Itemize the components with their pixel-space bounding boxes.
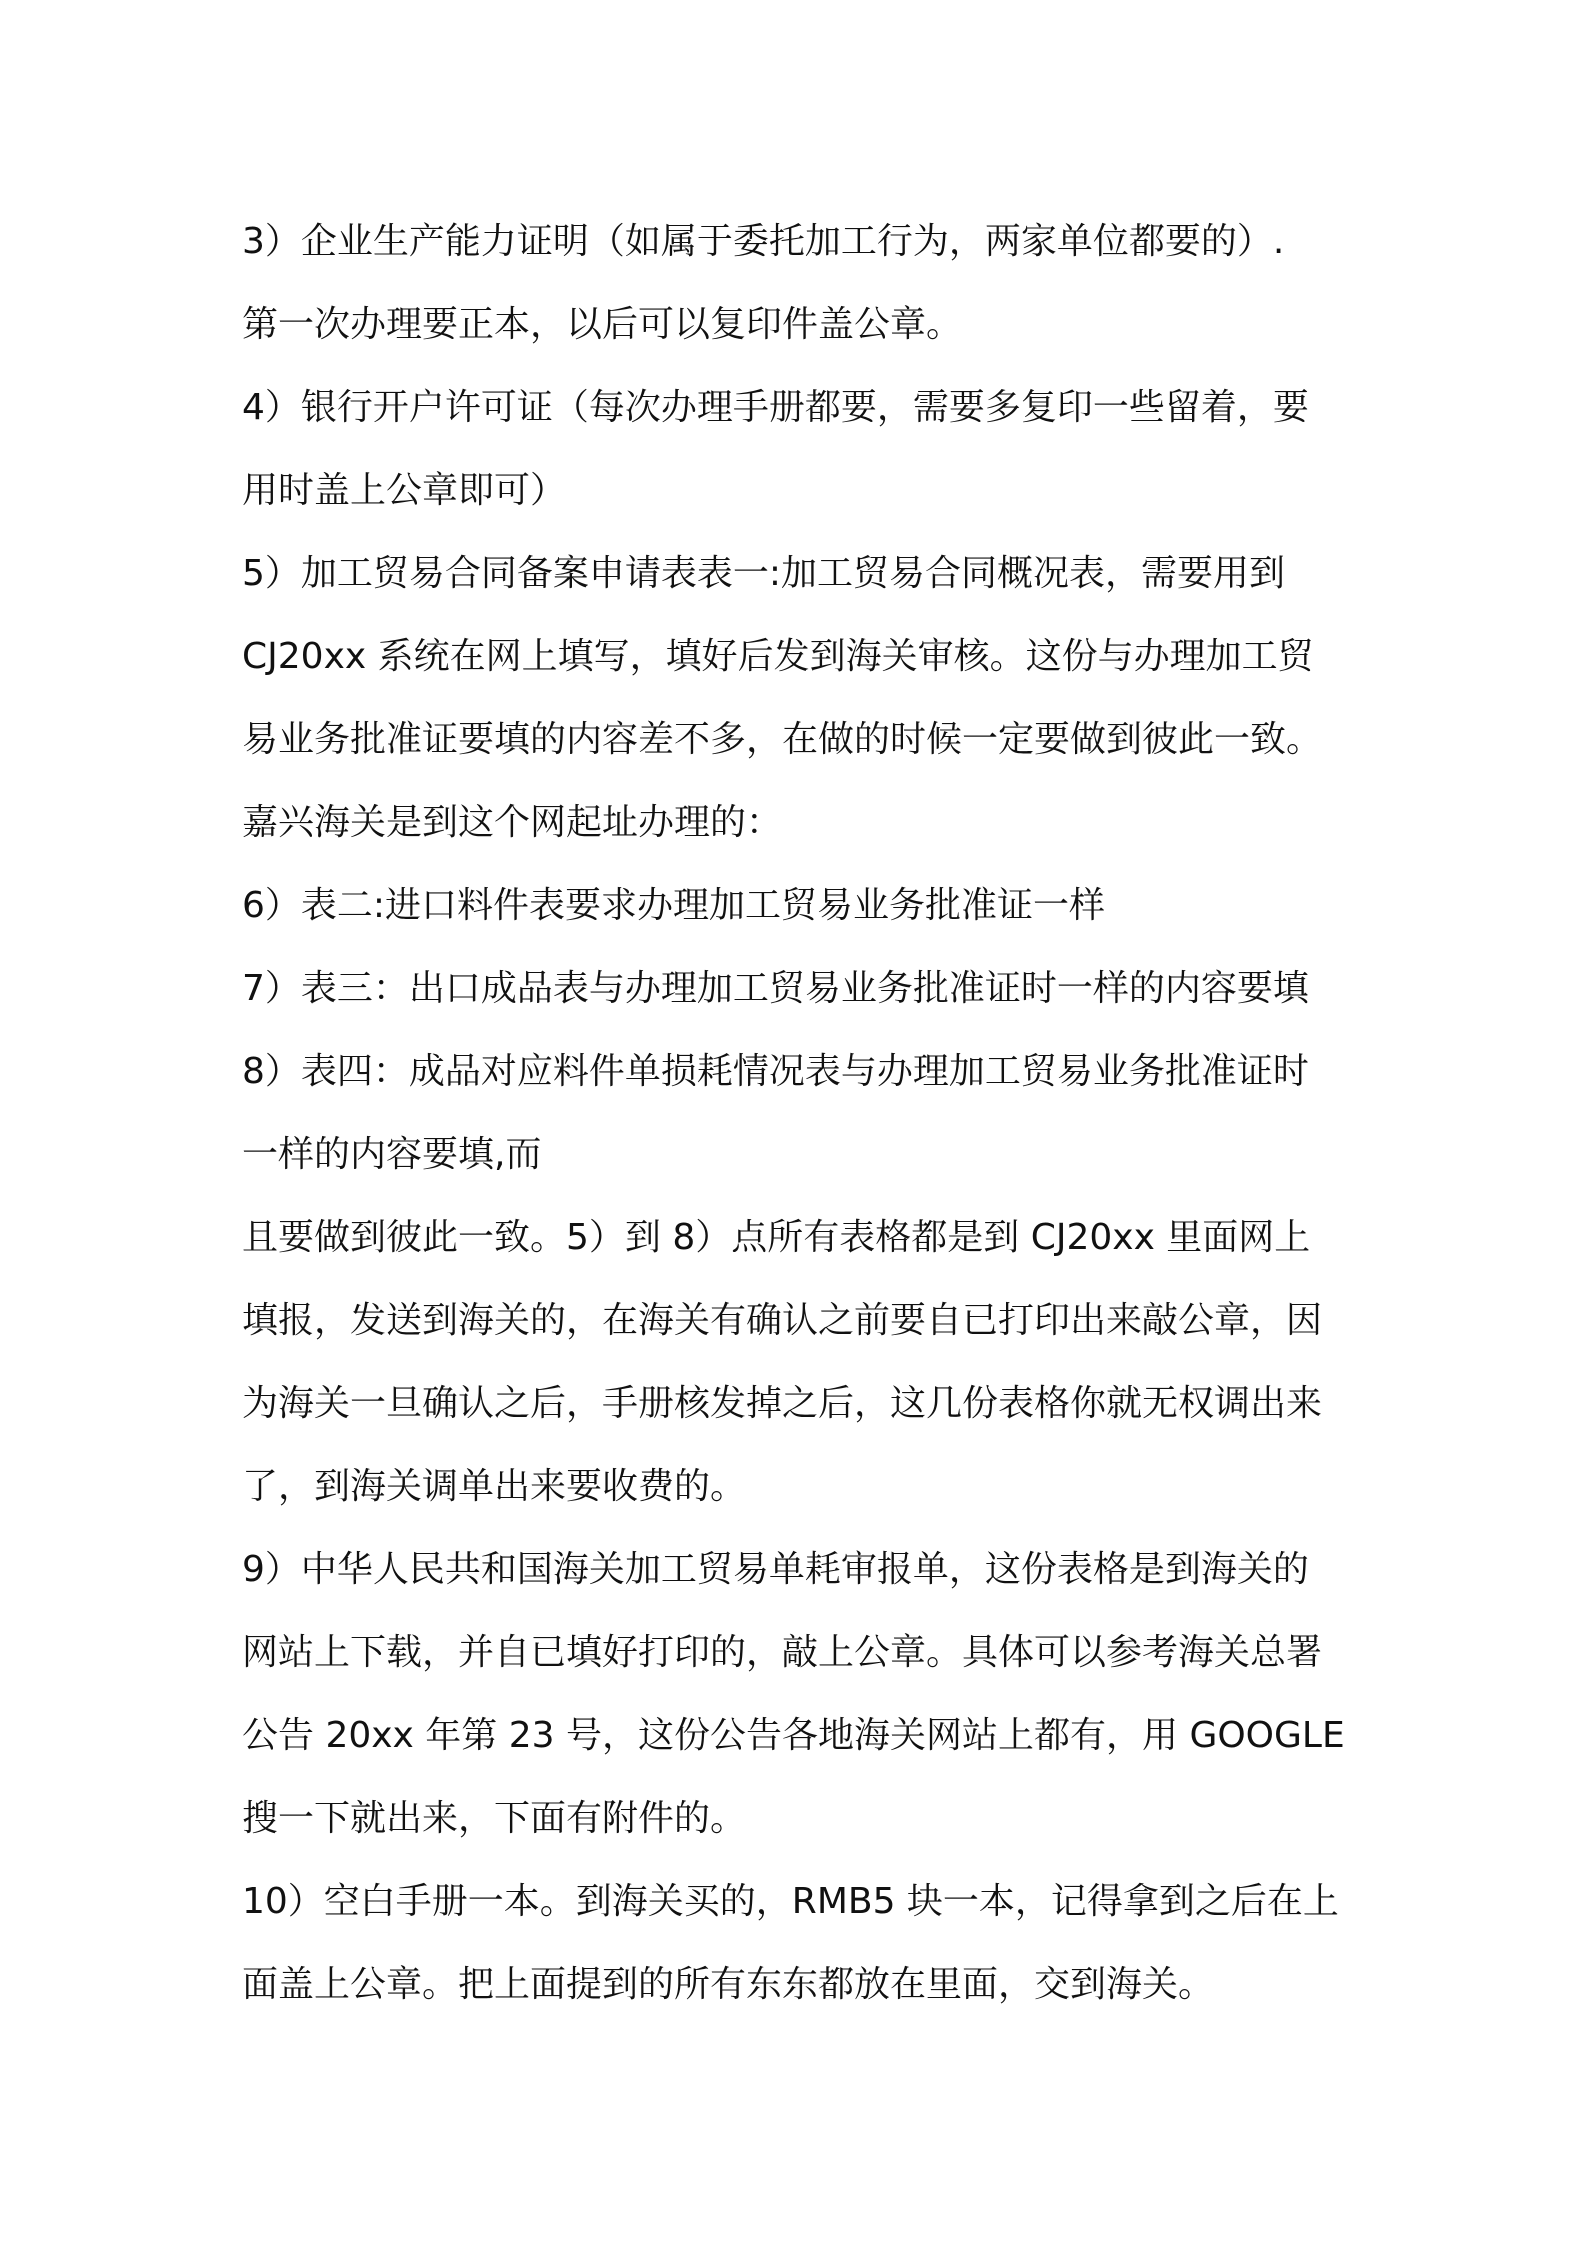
text-line-22: 面盖上公章。把上面提到的所有东东都放在里面，交到海关。 [242,1964,1215,2005]
text-line-5: 5）加工贸易合同备案申请表表一:加工贸易合同概况表，需要用到 [242,553,1286,594]
text-line-11: 8）表四：成品对应料件单损耗情况表与办理加工贸易业务批准证时 [242,1051,1309,1092]
text-line-9: 6）表二:进口料件表要求办理加工贸易业务批准证一样 [242,885,1106,926]
text-line-21: 10）空白手册一本。到海关买的，RMB5 块一本，记得拿到之后在上 [242,1881,1339,1922]
text-line-4: 用时盖上公章即可） [242,470,567,511]
text-line-12: 一样的内容要填,而 [242,1134,542,1175]
text-line-19: 公告 20xx 年第 23 号，这份公告各地海关网站上都有，用 GOOGLE [242,1715,1345,1756]
text-line-16: 了，到海关调单出来要收费的。 [242,1466,747,1507]
document-body [242,200,1362,2026]
text-line-17: 9）中华人民共和国海关加工贸易单耗审报单，这份表格是到海关的 [242,1549,1309,1590]
text-line-3: 4）银行开户许可证（每次办理手册都要，需要多复印一些留着，要 [242,387,1309,428]
text-line-20: 搜一下就出来，下面有附件的。 [242,1798,747,1839]
text-line-6: CJ20xx 系统在网上填写，填好后发到海关审核。这份与办理加工贸 [242,636,1314,677]
text-line-8: 嘉兴海关是到这个网起址办理的： [242,802,783,843]
text-line-7: 易业务批准证要填的内容差不多，在做的时候一定要做到彼此一致。 [242,719,1323,760]
text-line-15: 为海关一旦确认之后，手册核发掉之后，这几份表格你就无权调出来 [242,1383,1323,1424]
text-line-2: 第一次办理要正本，以后可以复印件盖公章。 [242,304,963,345]
text-line-18: 网站上下载，并自已填好打印的，敲上公章。具体可以参考海关总署 [242,1632,1323,1673]
text-line-14: 填报，发送到海关的，在海关有确认之前要自已打印出来敲公章，因 [242,1300,1323,1341]
text-line-1: 3）企业生产能力证明（如属于委托加工行为，两家单位都要的）. [242,221,1285,262]
text-line-13: 且要做到彼此一致。5）到 8）点所有表格都是到 CJ20xx 里面网上 [242,1217,1311,1258]
text-line-10: 7）表三：出口成品表与办理加工贸易业务批准证时一样的内容要填 [242,968,1309,1009]
